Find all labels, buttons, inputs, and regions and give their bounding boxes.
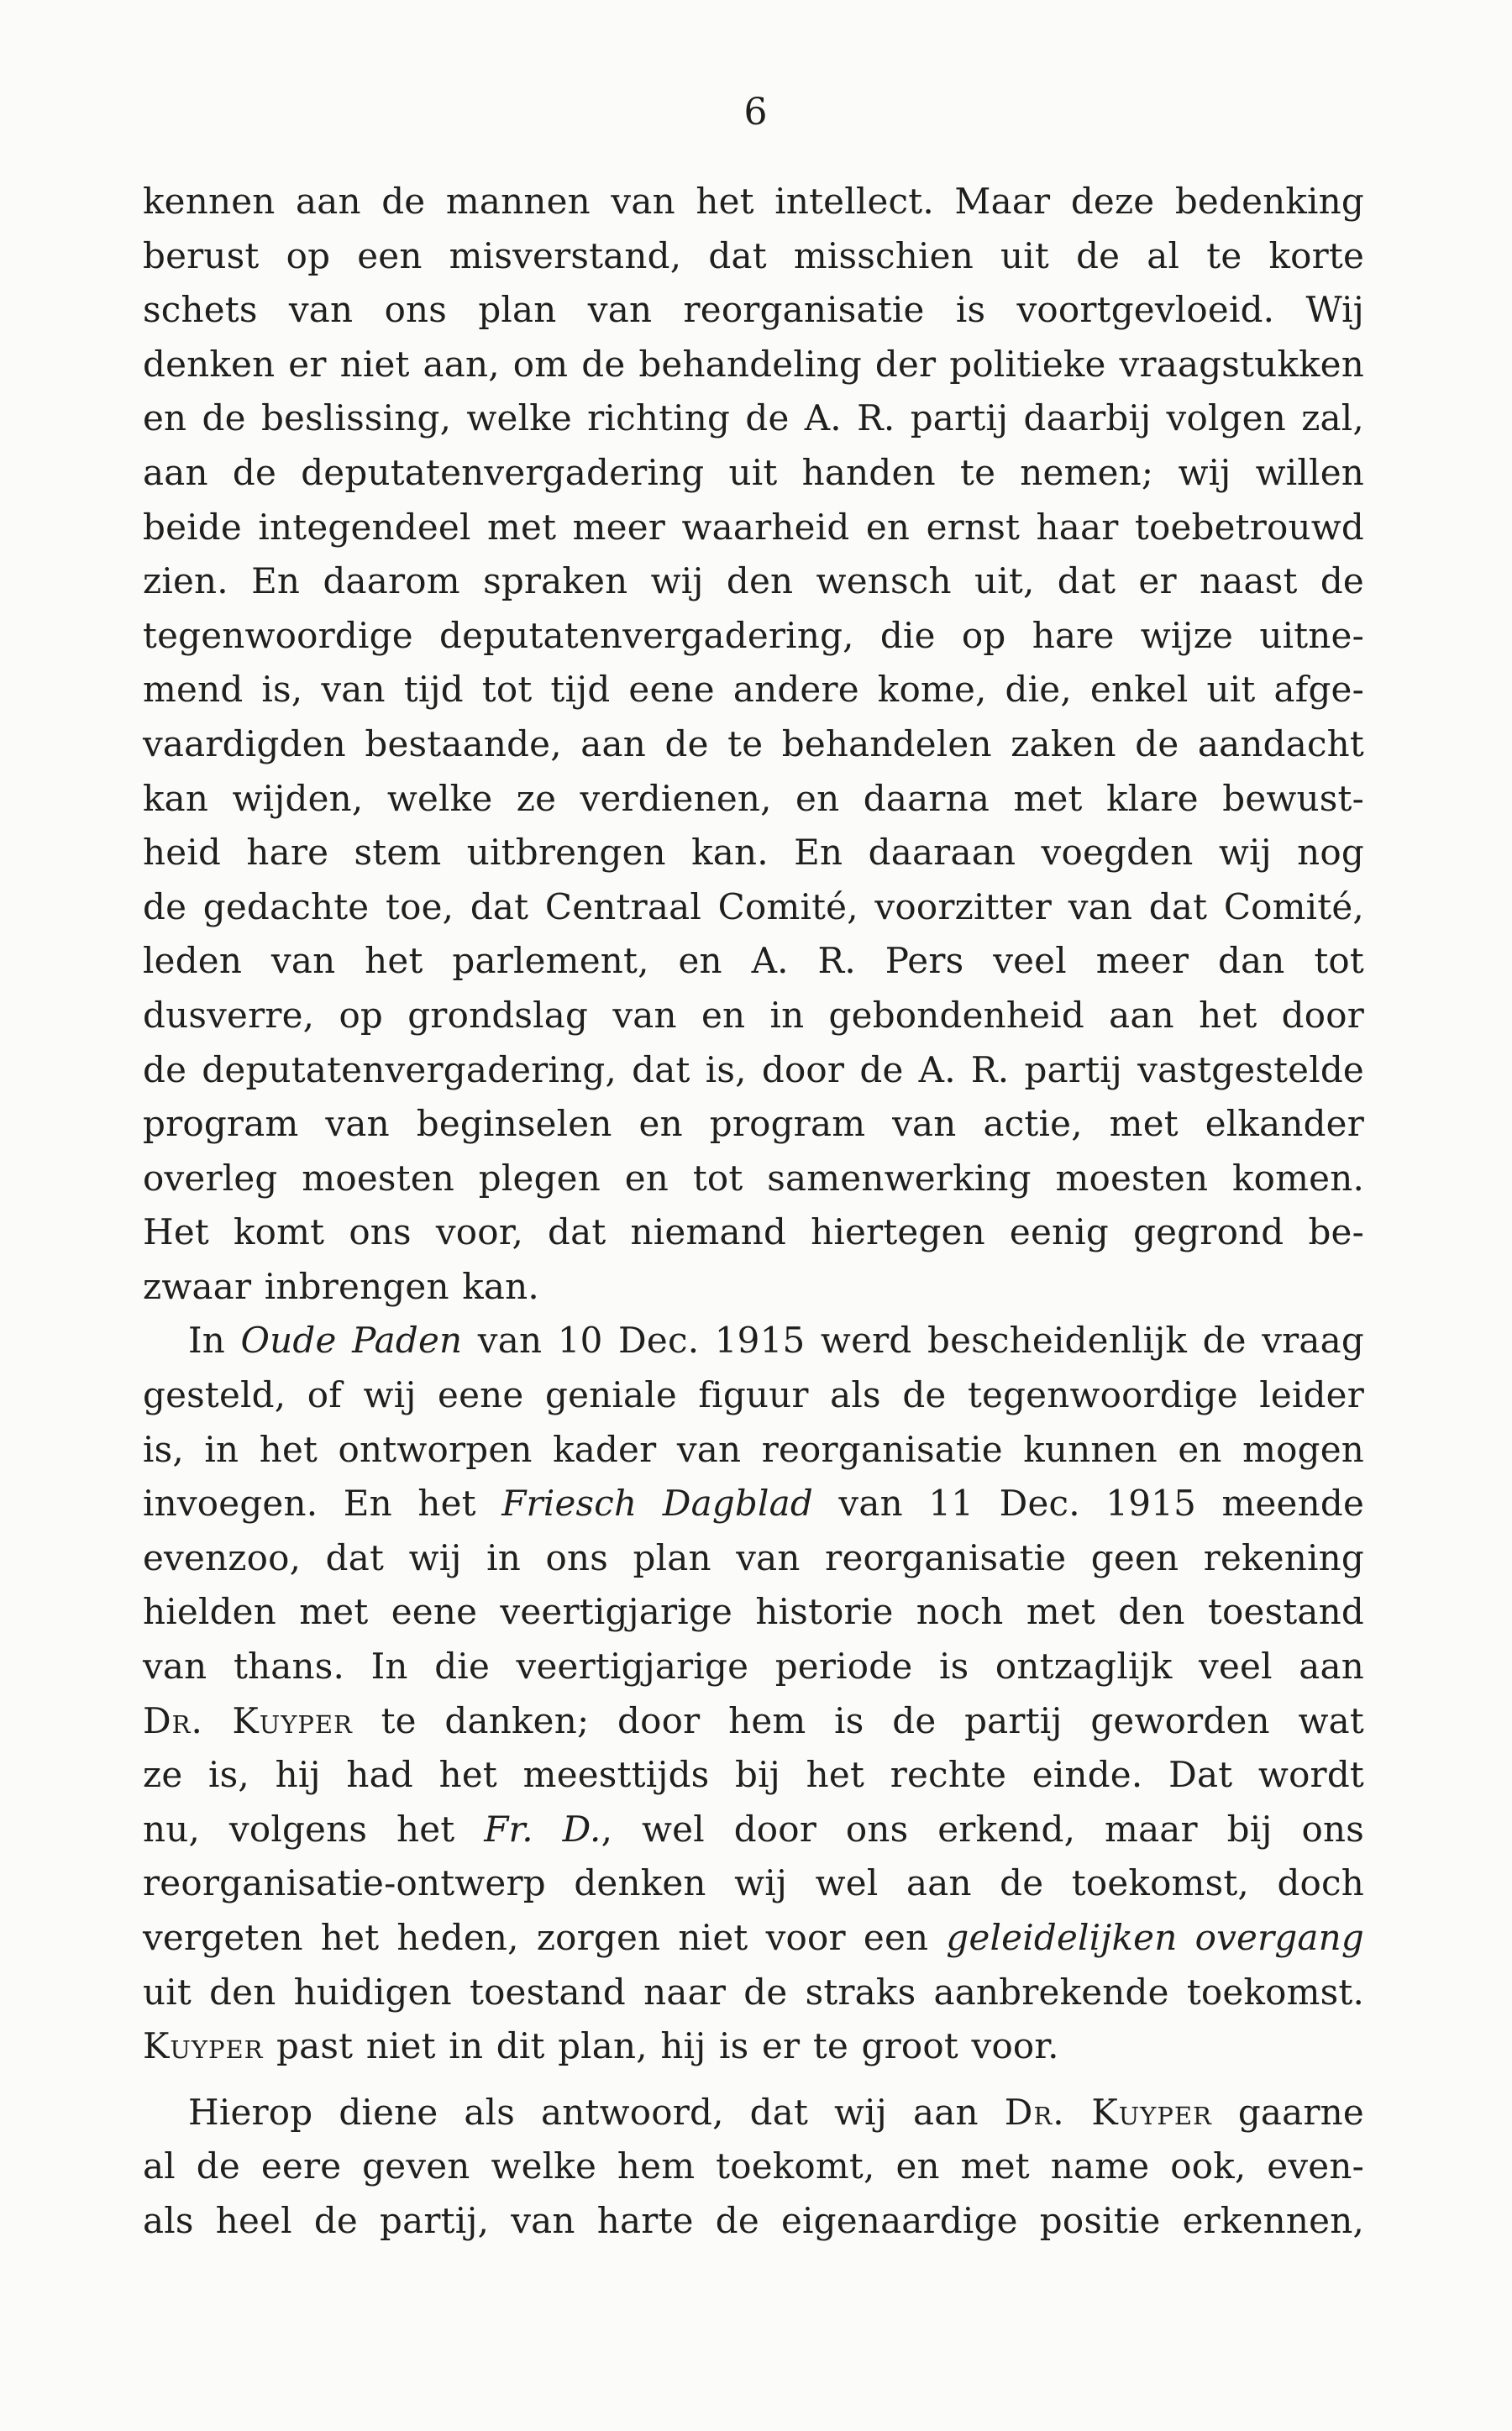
- text-line: beide integendeel met meer waarheid en ernst haar toebetrouwd: [143, 506, 1364, 548]
- text-line: kan wijden, welke ze verdienen, en daarna met klare bewust-: [143, 777, 1364, 819]
- text-run: vergeten het heden, zorgen niet voor een: [143, 1917, 947, 1958]
- text-line: al de eere geven welke hem toekomt, en met name ook, even-: [143, 2145, 1364, 2187]
- text-line: vaardigden bestaande, aan de te behandelen zaken de aandacht: [143, 722, 1364, 764]
- newspaper-title: Friesch Dagblad: [501, 1483, 813, 1525]
- page-number: 6: [743, 91, 769, 134]
- text-line: dusverre, op grondslag van en in gebondenheid aan het door: [143, 994, 1364, 1036]
- text-line: en de beslissing, welke richting de A. R. partij daarbij volgen zal,: [143, 397, 1364, 439]
- paragraph-1: [143, 175, 1364, 1314]
- text-line: [143, 2019, 1364, 2074]
- text-line: [143, 2086, 1364, 2140]
- text-run: past niet in dit plan, hij is er te groot voor.: [263, 2025, 1059, 2067]
- text-line: [143, 1911, 1364, 1966]
- text-run: nu, volgens het: [143, 1808, 485, 1850]
- text-line: heid hare stem uitbrengen kan. En daaraan voegden wij nog: [143, 832, 1364, 874]
- text-line: zwaar inbrengen kan.: [143, 1265, 539, 1307]
- text-line: tegenwoordige deputatenvergadering, die op hare wijze uitne-: [143, 614, 1364, 656]
- text-line: denken er niet aan, om de behandeling der politieke vraagstukken: [143, 343, 1364, 385]
- text-line: hielden met eene veertigjarige historie noch met den toestand: [143, 1591, 1364, 1633]
- text-line: [143, 1694, 1364, 1749]
- text-line: evenzoo, dat wij in ons plan van reorganisatie geen rekening: [143, 1536, 1364, 1578]
- text-line: zien. En daarom spraken wij den wensch uit, dat er naast de: [143, 560, 1364, 602]
- text-line: kennen aan de mannen van het intellect. Maar deze bedenking: [143, 181, 1364, 222]
- text-run: Hierop diene als antwoord, dat wij aan: [188, 2091, 1005, 2133]
- text-line: mend is, van tijd tot tijd eene andere kome, die, enkel uit afge-: [143, 669, 1364, 711]
- text-line: van thans. In die veertigjarige periode is ontzaglijk veel aan: [143, 1646, 1364, 1688]
- paragraph-2: [143, 1314, 1364, 2073]
- paragraph-gap: [143, 2074, 1364, 2086]
- text-line: overleg moesten plegen en tot samenwerking moesten komen.: [143, 1157, 1364, 1199]
- text-line: gesteld, of wij eene geniale figuur als de tegenwoordige leider: [143, 1374, 1364, 1416]
- text-line: aan de deputatenvergadering uit handen te nemen; wij willen: [143, 451, 1364, 493]
- text-line: program van beginselen en program van actie, met elkander: [143, 1103, 1364, 1145]
- emphasis: geleidelijken overgang: [946, 1917, 1364, 1958]
- text-line: Het komt ons voor, dat niemand hiertegen eenig gegrond be-: [143, 1211, 1364, 1253]
- person-name: Dr. Kuyper: [143, 1699, 353, 1741]
- text-run: van 10 Dec. 1915 werd bescheidenlijk de vraag: [462, 1320, 1364, 1362]
- text-line: is, in het ontworpen kader van reorganisatie kunnen en mogen: [143, 1428, 1364, 1470]
- text-line: de deputatenvergadering, dat is, door de A. R. partij vastgestelde: [143, 1048, 1364, 1090]
- text-line: [143, 1803, 1364, 1857]
- text-line: leden van het parlement, en A. R. Pers veel meer dan tot: [143, 940, 1364, 982]
- text-run: van 11 Dec. 1915 meende: [812, 1483, 1364, 1525]
- text-line: [143, 1314, 1364, 1368]
- paragraph-3: [143, 2086, 1364, 2249]
- newspaper-abbrev: Fr. D.: [484, 1808, 601, 1850]
- text-line: [143, 1477, 1364, 1531]
- body-text: [143, 175, 1364, 2249]
- text-line: als heel de partij, van harte de eigenaardige positie erkennen,: [143, 2199, 1364, 2241]
- text-run: , wel door ons erkend, maar bij ons: [601, 1808, 1364, 1850]
- text-run: te danken; door hem is de partij geworden wat: [352, 1699, 1364, 1741]
- text-line: de gedachte toe, dat Centraal Comité, voorzitter van dat Comité,: [143, 885, 1364, 927]
- person-name: Kuyper: [143, 2025, 264, 2067]
- text-run: gaarne: [1211, 2091, 1364, 2133]
- text-line: ze is, hij had het meesttijds bij het rechte einde. Dat wordt: [143, 1754, 1364, 1796]
- text-line: berust op een misverstand, dat misschien uit de al te korte: [143, 234, 1364, 276]
- text-run: invoegen. En het: [143, 1483, 502, 1525]
- text-line: uit den huidigen toestand naar de straks aanbrekende toekomst.: [143, 1971, 1364, 2013]
- text-run: In: [188, 1320, 241, 1362]
- newspaper-title: Oude Paden: [240, 1320, 463, 1362]
- text-line: reorganisatie-ontwerp denken wij wel aan de toekomst, doch: [143, 1862, 1364, 1904]
- person-name: Dr. Kuyper: [1004, 2091, 1212, 2133]
- text-line: schets van ons plan van reorganisatie is voortgevloeid. Wij: [143, 289, 1364, 331]
